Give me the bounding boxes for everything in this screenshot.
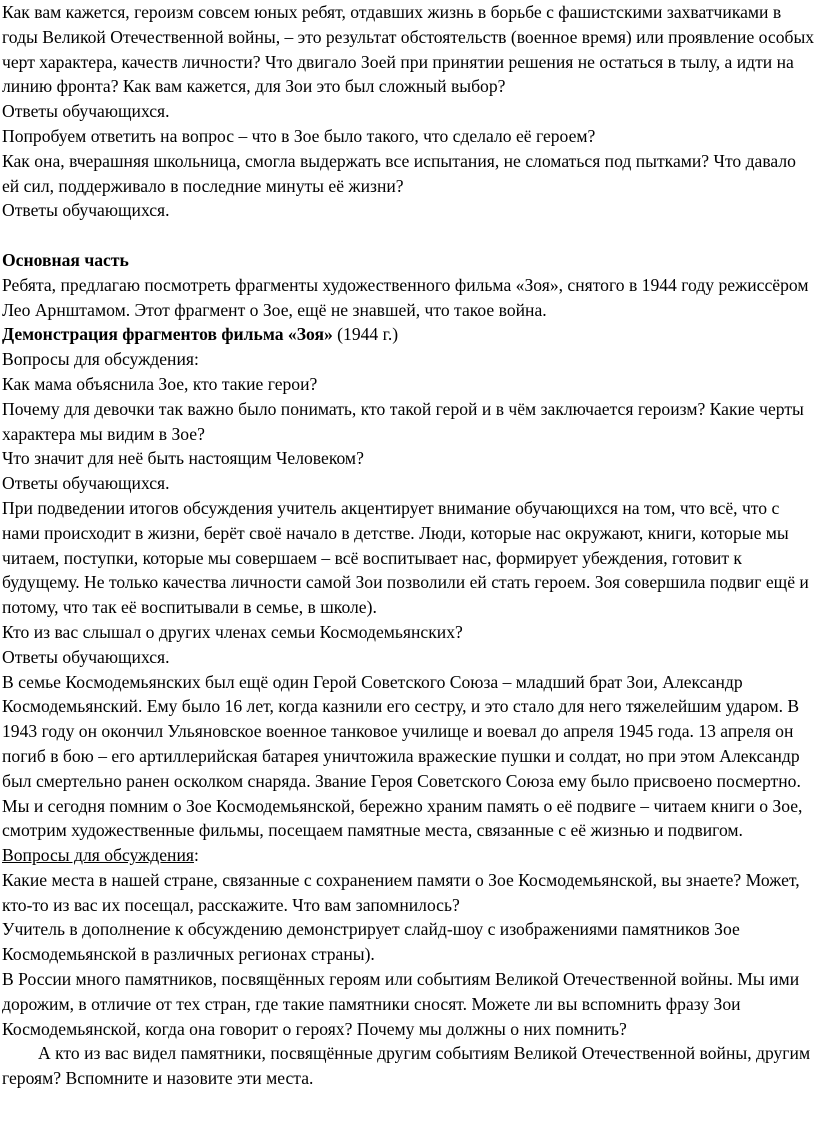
- demo-heading-title: Демонстрация фрагментов фильма «Зоя»: [2, 324, 333, 345]
- section-heading: Основная часть: [2, 249, 129, 270]
- paragraph-how-she-endured: Как она, вчерашняя школьница, смогла выдержать все испытания, не сломаться под пытками? Что давало ей сил, поддерживало в последние минуты её жизни?: [2, 150, 796, 196]
- paragraph-brother-alexander: В семье Космодемьянских был ещё один Герой Советского Союза – младший брат Зои, Александр Космодемьянский. Ему было 16 лет, когда казнили его сестру, и это стало для него тяжелейшим ударом. В 1943 году он окончил Ульяновское военное танковое училище и воевал до апреля 1945 года. 13 апреля он погиб в бою – его артиллерийская батарея уничтожила вражеские пушки и солдат, но при этом Александр был смертельно ранен осколком снаряда. Звание Героя Советского Союза ему было присвоено посмертно.: [2, 671, 801, 791]
- paragraph-discussion-label: Вопросы для обсуждения:: [2, 349, 199, 370]
- paragraph-student-answers: Ответы обучающихся.: [2, 101, 170, 122]
- blank-line: [2, 223, 816, 248]
- questions-label: [2, 843, 816, 868]
- questions-label-colon: :: [193, 845, 199, 866]
- paragraph-question-mother: Как мама объяснила Зое, кто такие герои?: [2, 373, 318, 394]
- paragraph-family-question: Кто из вас слышал о других членах семьи Космодемьянских?: [2, 621, 463, 642]
- paragraph-student-answers: Ответы обучающихся.: [2, 646, 170, 667]
- paragraph-slideshow: Учитель в дополнение к обсуждению демонстрирует слайд-шоу с изображениями памятников Зое Космодемьянской в различных регионах страны).: [2, 919, 740, 965]
- paragraph-question-human: Что значит для неё быть настоящим Человеком?: [2, 448, 364, 469]
- paragraph-try-answer: Попробуем ответить на вопрос – что в Зое было такого, что сделало её героем?: [2, 125, 596, 146]
- paragraph-student-answers: Ответы обучающихся.: [2, 200, 170, 221]
- paragraph-question-hero-traits: Почему для девочки так важно было понимать, кто такой герой и в чём заключается героизм? Какие черты характера мы видим в Зое?: [2, 398, 804, 444]
- paragraph-heroism-question: Как вам кажется, героизм совсем юных ребят, отдавших жизнь в борьбе с фашистскими захватчиками в годы Великой Отечественной войны, – это результат обстоятельств (военное время) или проявление особых черт характера, качеств личности? Что двигало Зоей при принятии решения не остаться в тылу, а идти на линию фронта? Как вам кажется, для Зои это был сложный выбор?: [2, 2, 815, 97]
- paragraph-student-answers: Ответы обучающихся.: [2, 473, 170, 494]
- questions-label-text: Вопросы для обсуждения: [2, 845, 194, 866]
- paragraph-monuments: В России много памятников, посвящённых героям или событиям Великой Отечественной войны. Мы ими дорожим, в отличие от тех стран, где такие памятники сносят. Можете ли вы вспомнить фразу Зои Космодемьянской, когда она говорит о героях? Почему мы должны о них помнить?: [2, 969, 800, 1039]
- paragraph-teacher-summary: При подведении итогов обсуждения учитель акцентирует внимание обучающихся на том, что всё, что с нами происходит в жизни, берёт своё начало в детстве. Люди, которые нас окружают, книги, которые мы читаем, поступки, которые мы совершаем – всё воспитывает нас, формирует убеждения, готовит к будущему. Не только качества личности самой Зои позволили ей стать героем. Зоя совершила подвиг ещё и потому, что так её воспитывали в семье, в школе).: [2, 497, 809, 618]
- paragraph-film-intro: Ребята, предлагаю посмотреть фрагменты художественного фильма «Зоя», снятого в 1944 году режиссёром Лео Арнштамом. Этот фрагмент о Зое, ещё не знавшей, что такое война.: [2, 274, 809, 320]
- paragraph-places-question: Какие места в нашей стране, связанные с сохранением памяти о Зое Космодемьянской, вы знаете? Может, кто-то из вас их посещал, расскажите. Что вам запомнилось?: [2, 869, 800, 915]
- demo-heading: [2, 322, 816, 347]
- paragraph-final-question: А кто из вас видел памятники, посвящённые другим событиям Великой Отечественной войны, другим героям? Вспомните и назовите эти места.: [2, 1043, 811, 1089]
- paragraph-memory: Мы и сегодня помним о Зое Космодемьянской, бережно храним память о её подвиге – читаем книги о Зое, смотрим художественные фильмы, посещаем памятные места, связанные с её жизнью и подвигом.: [2, 795, 803, 841]
- demo-heading-year: (1944 г.): [332, 324, 399, 345]
